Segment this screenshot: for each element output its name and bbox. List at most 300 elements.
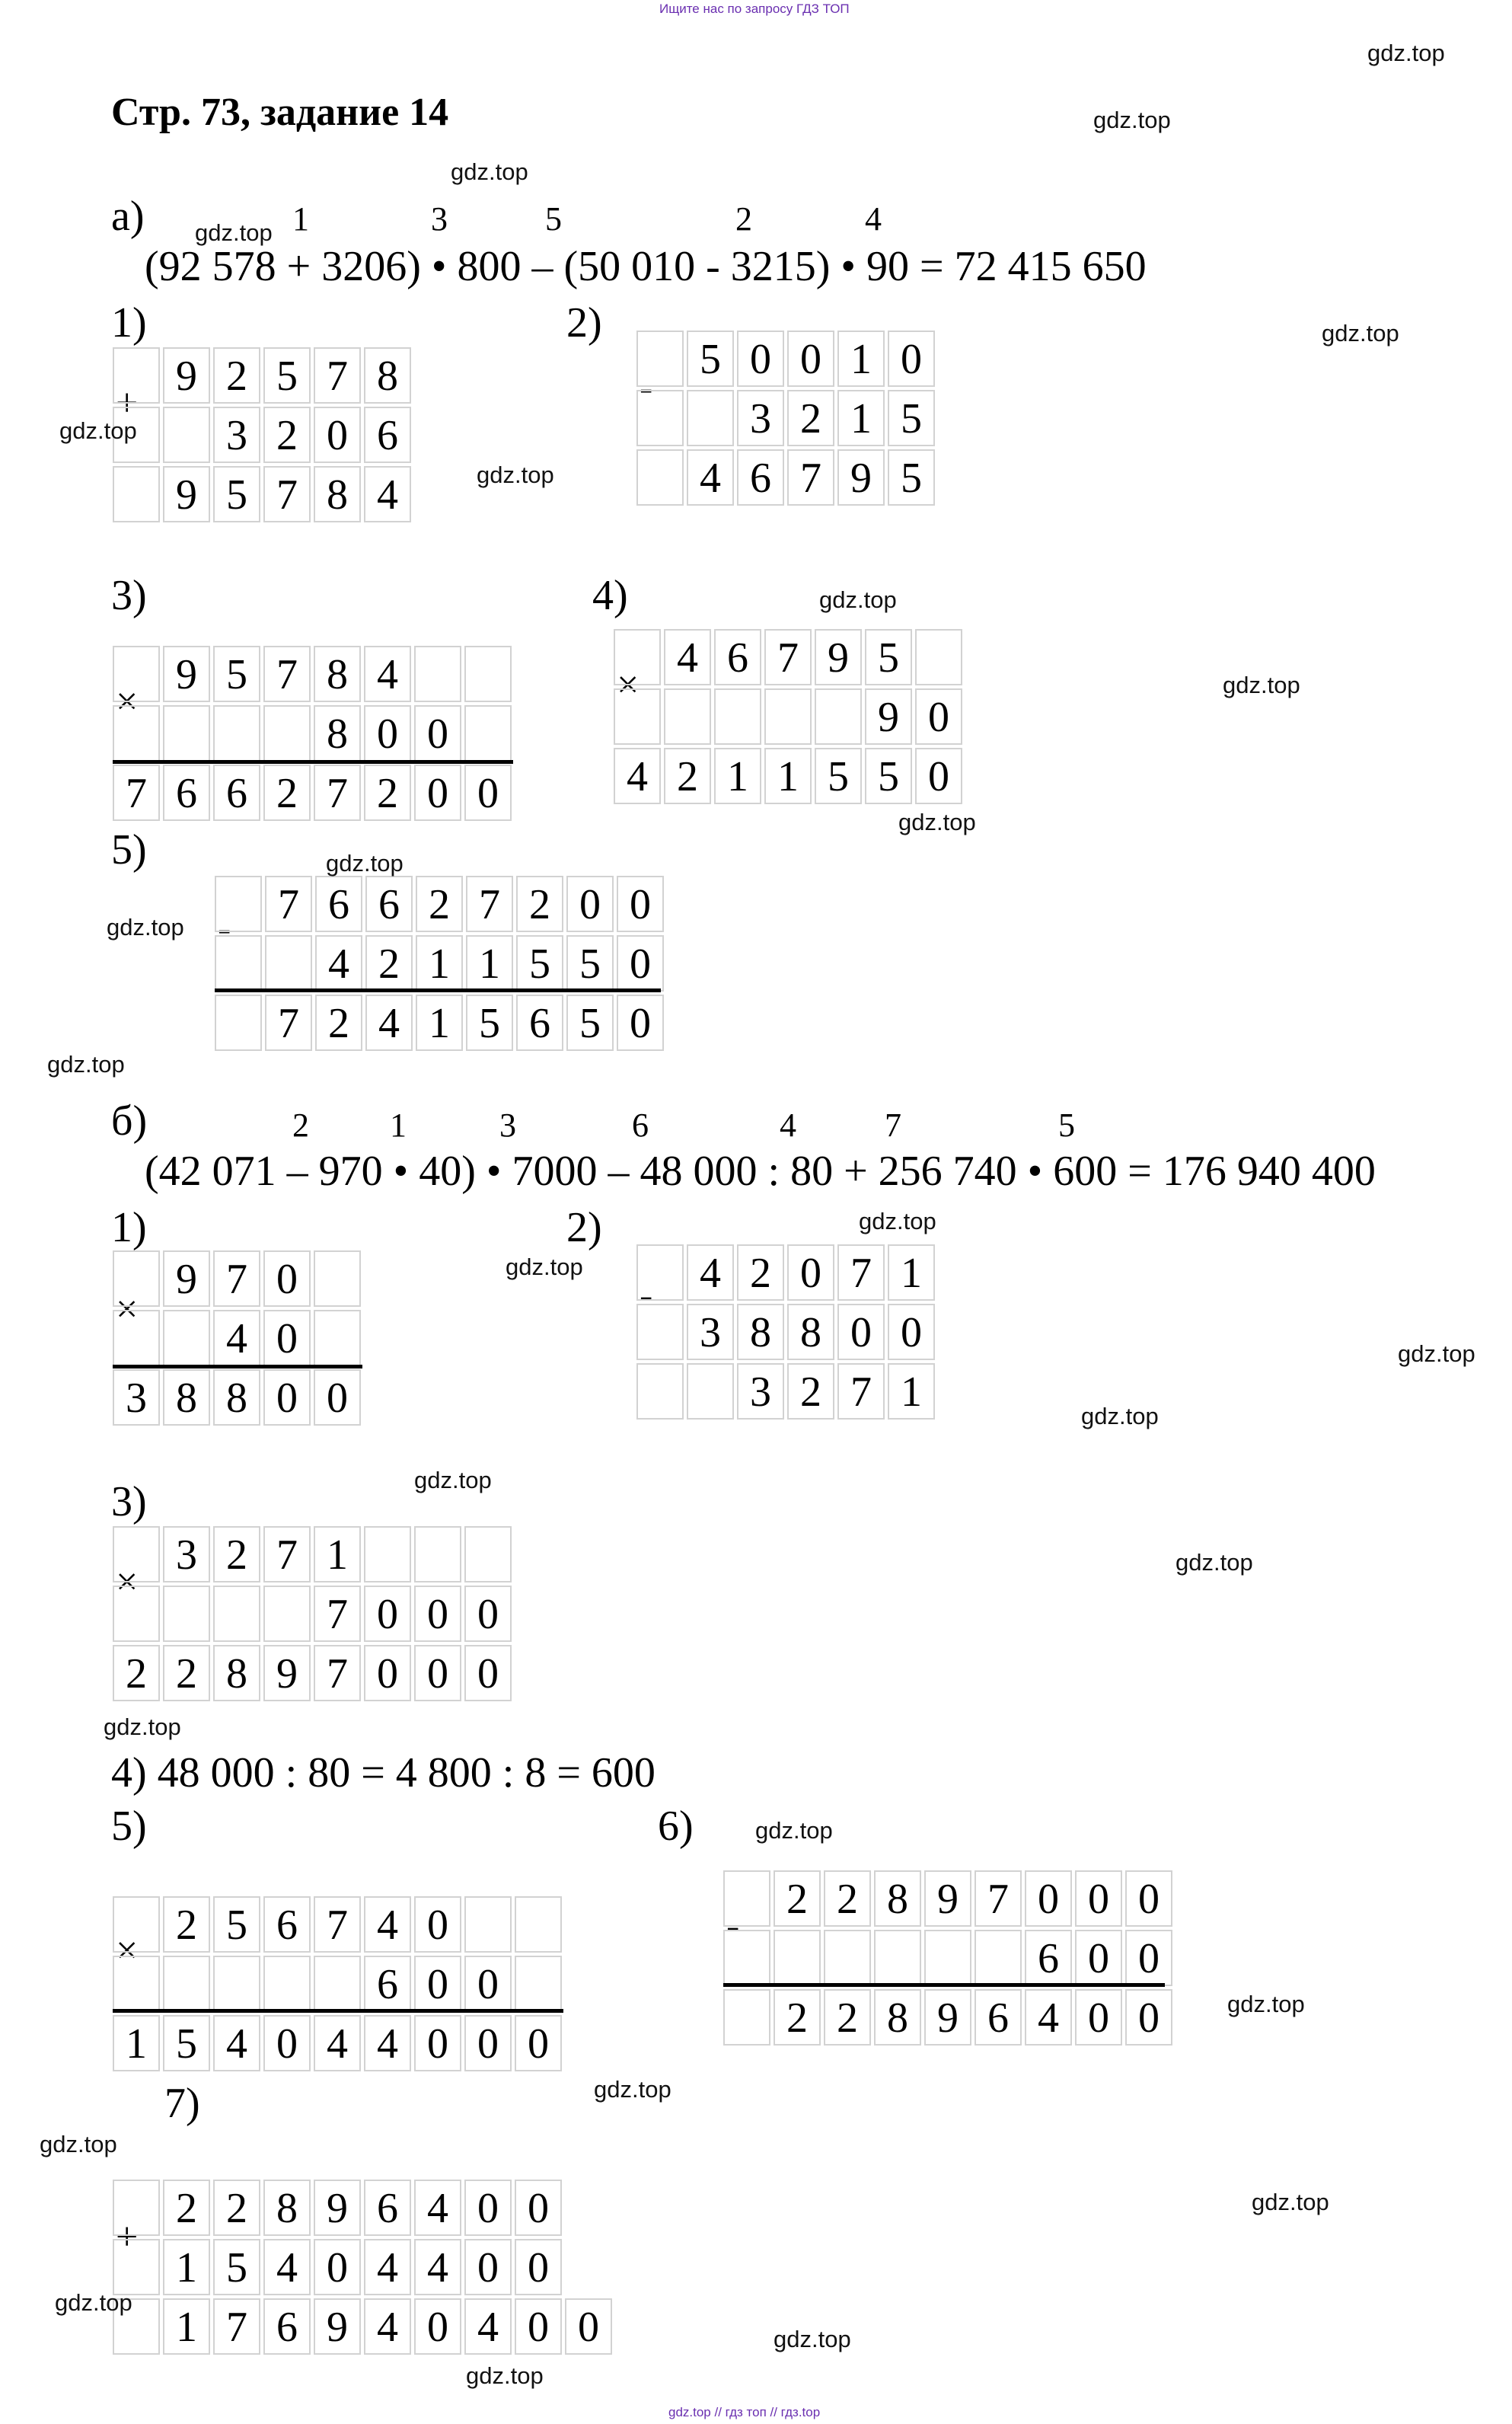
grid-cell (213, 705, 260, 762)
watermark: gdz.top (1367, 40, 1445, 66)
grid-cell (314, 1956, 361, 2012)
step-label: 2) (566, 299, 602, 347)
grid-cell: 2 (416, 876, 463, 932)
grid-cell: 8 (263, 2180, 311, 2236)
grid-cell: 4 (365, 995, 413, 1051)
multiply-sign: × (617, 663, 640, 707)
grid-cell: 0 (414, 1645, 461, 1701)
grid-cell (614, 688, 661, 745)
grid-cell: 6 (364, 2180, 411, 2236)
grid-cell: 9 (163, 646, 210, 702)
watermark: gdz.top (1081, 1403, 1159, 1429)
grid-cell (723, 1870, 770, 1927)
grid-cell: 1 (714, 748, 761, 804)
grid-cell: 1 (837, 331, 885, 387)
watermark: gdz.top (477, 461, 554, 488)
grid-cell: 7 (314, 1645, 361, 1701)
watermark: gdz.top (414, 1467, 492, 1493)
footer-links[interactable]: gdz.top // гдз топ // гдз.top (668, 2405, 821, 2419)
grid-cell: 6 (364, 1956, 411, 2012)
grid-cell: 2 (737, 1244, 784, 1301)
grid-cell (464, 705, 512, 762)
grid-cell: 6 (263, 1896, 311, 1953)
step-label: 5) (111, 1803, 147, 1850)
grid-cell: 4 (414, 2239, 461, 2295)
grid-cell (915, 629, 962, 685)
grid-cell: 1 (416, 935, 463, 992)
grid-cell: 7 (975, 1870, 1022, 1927)
grid-cell: 4 (364, 646, 411, 702)
grid-cell: 6 (364, 407, 411, 463)
order-number: 5 (1058, 1107, 1075, 1144)
grid-cell (614, 629, 661, 685)
grid-cell: 6 (1025, 1930, 1072, 1986)
grid-cell (975, 1930, 1022, 1986)
grid-cell (113, 705, 160, 762)
grid-cell: 4 (364, 2298, 411, 2355)
grid-cell: 5 (263, 347, 311, 404)
grid-cell: 5 (213, 466, 260, 522)
grid-cell: 4 (213, 2015, 260, 2071)
grid-cell (515, 1896, 562, 1953)
order-number: 4 (865, 200, 882, 238)
watermark: gdz.top (755, 1817, 833, 1844)
grid-cell: 5 (566, 935, 614, 992)
watermark: gdz.top (466, 2362, 544, 2389)
step-4-text: 4) 48 000 : 80 = 4 800 : 8 = 600 (111, 1749, 656, 1796)
column-multiplication-grid (614, 629, 965, 807)
watermark: gdz.top (1398, 1340, 1475, 1367)
grid-cell: 0 (888, 331, 935, 387)
grid-cell: 0 (515, 2015, 562, 2071)
grid-cell: 3 (163, 1526, 210, 1582)
step-label: 2) (566, 1204, 602, 1251)
step-label: 6) (658, 1803, 694, 1850)
grid-cell: 9 (263, 1645, 311, 1701)
grid-cell: 1 (113, 2015, 160, 2071)
plus-sign: + (116, 2215, 139, 2259)
grid-cell: 8 (213, 1369, 260, 1426)
grid-cell: 4 (364, 2015, 411, 2071)
grid-cell: 8 (213, 1645, 260, 1701)
grid-cell (113, 646, 160, 702)
grid-cell: 6 (737, 449, 784, 506)
grid-cell: 1 (764, 748, 812, 804)
step-label: 3) (111, 1478, 147, 1525)
column-subtraction-grid (636, 1244, 938, 1423)
result-line (723, 1983, 1165, 1987)
grid-cell (263, 1956, 311, 2012)
grid-cell (113, 1896, 160, 1953)
grid-cell: 6 (975, 1989, 1022, 2046)
grid-cell: 9 (314, 2298, 361, 2355)
grid-cell: 4 (1025, 1989, 1072, 2046)
watermark: gdz.top (819, 586, 897, 613)
grid-cell: 8 (737, 1304, 784, 1360)
grid-cell: 9 (865, 688, 912, 745)
grid-cell (113, 1526, 160, 1582)
grid-cell: 1 (888, 1363, 935, 1420)
grid-cell: 0 (464, 1645, 512, 1701)
grid-cell: 0 (1125, 1870, 1172, 1927)
grid-cell: 2 (774, 1989, 821, 2046)
grid-cell: 8 (364, 347, 411, 404)
grid-cell: 2 (787, 390, 834, 446)
grid-cell: 4 (263, 2239, 311, 2295)
grid-cell: 5 (163, 2015, 210, 2071)
grid-cell: 2 (516, 876, 563, 932)
watermark: gdz.top (1227, 1991, 1305, 2017)
order-number: 1 (390, 1107, 407, 1144)
grid-cell: 8 (787, 1304, 834, 1360)
grid-cell: 0 (1075, 1870, 1122, 1927)
result-line (113, 2009, 563, 2013)
grid-cell: 5 (865, 748, 912, 804)
step-label: 1) (111, 1204, 147, 1251)
grid-cell: 4 (364, 466, 411, 522)
watermark: gdz.top (774, 2326, 851, 2352)
grid-cell (414, 1526, 461, 1582)
grid-cell (113, 2239, 160, 2295)
grid-cell (213, 1586, 260, 1642)
grid-cell: 9 (837, 449, 885, 506)
grid-cell: 0 (464, 765, 512, 821)
grid-cell: 5 (888, 449, 935, 506)
result-line (113, 760, 513, 764)
grid-cell: 4 (414, 2180, 461, 2236)
grid-cell: 2 (315, 995, 362, 1051)
grid-cell: 0 (915, 748, 962, 804)
grid-cell: 5 (566, 995, 614, 1051)
grid-cell: 5 (466, 995, 513, 1051)
grid-cell: 0 (263, 2015, 311, 2071)
grid-cell (163, 407, 210, 463)
multiply-sign: × (116, 1288, 139, 1331)
grid-cell (314, 1310, 361, 1366)
grid-cell: 0 (888, 1304, 935, 1360)
grid-cell (265, 935, 312, 992)
grid-cell: 0 (364, 1586, 411, 1642)
grid-cell (263, 1586, 311, 1642)
column-subtraction-grid (636, 331, 938, 509)
grid-cell: 2 (263, 765, 311, 821)
grid-cell: 9 (815, 629, 862, 685)
minus-sign: - (726, 1905, 740, 1948)
grid-cell: 8 (163, 1369, 210, 1426)
grid-cell: 0 (464, 1956, 512, 2012)
grid-cell: 0 (364, 705, 411, 762)
grid-cell (636, 1304, 684, 1360)
watermark: gdz.top (1252, 2189, 1329, 2215)
grid-cell: 4 (687, 449, 734, 506)
grid-cell (113, 2180, 160, 2236)
grid-cell: 0 (1125, 1930, 1172, 1986)
grid-cell: 0 (364, 1645, 411, 1701)
grid-cell (163, 705, 210, 762)
grid-cell: 5 (865, 629, 912, 685)
grid-cell (314, 1250, 361, 1307)
grid-cell: 2 (787, 1363, 834, 1420)
grid-cell: 0 (1025, 1870, 1072, 1927)
grid-cell: 5 (815, 748, 862, 804)
grid-cell (113, 1586, 160, 1642)
grid-cell: 0 (787, 331, 834, 387)
grid-cell: 7 (265, 995, 312, 1051)
grid-cell (163, 1956, 210, 2012)
grid-cell: 8 (874, 1989, 921, 2046)
grid-cell: 6 (163, 765, 210, 821)
grid-cell: 8 (314, 466, 361, 522)
grid-cell: 9 (163, 466, 210, 522)
grid-cell: 2 (213, 1526, 260, 1582)
grid-cell (113, 466, 160, 522)
grid-cell: 0 (414, 2015, 461, 2071)
column-addition-grid (113, 347, 414, 525)
grid-cell: 0 (263, 1250, 311, 1307)
grid-cell: 0 (263, 1369, 311, 1426)
grid-cell (113, 347, 160, 404)
minus-sign: - (640, 366, 653, 410)
grid-cell: 4 (314, 2015, 361, 2071)
watermark: gdz.top (506, 1254, 583, 1280)
grid-cell: 0 (617, 876, 664, 932)
grid-cell (924, 1930, 971, 1986)
grid-cell: 4 (464, 2298, 512, 2355)
grid-cell (714, 688, 761, 745)
grid-cell (215, 995, 262, 1051)
grid-cell: 0 (787, 1244, 834, 1301)
grid-cell: 7 (263, 466, 311, 522)
watermark: gdz.top (1175, 1549, 1253, 1576)
grid-cell: 8 (874, 1870, 921, 1927)
grid-cell: 5 (516, 935, 563, 992)
grid-cell: 0 (1075, 1989, 1122, 2046)
order-number: 3 (499, 1107, 516, 1144)
grid-cell: 3 (113, 1369, 160, 1426)
grid-cell: 9 (924, 1989, 971, 2046)
grid-cell: 0 (464, 1586, 512, 1642)
grid-cell (636, 390, 684, 446)
column-multiplication-grid (113, 646, 515, 824)
grid-cell (464, 1526, 512, 1582)
expression-a: (92 578 + 3206) • 800 – (50 010 - 3215) • 90 = 72 415 650 (145, 243, 1147, 290)
grid-cell: 4 (364, 1896, 411, 1953)
grid-cell: 3 (737, 390, 784, 446)
grid-cell (636, 1363, 684, 1420)
grid-cell: 0 (263, 1310, 311, 1366)
grid-cell: 2 (824, 1870, 871, 1927)
multiply-sign: × (116, 1560, 139, 1604)
grid-cell: 2 (664, 748, 711, 804)
grid-cell: 4 (213, 1310, 260, 1366)
watermark: gdz.top (859, 1208, 936, 1234)
watermark: gdz.top (594, 2076, 671, 2103)
multiply-sign: × (116, 1929, 139, 1972)
grid-cell: 9 (314, 2180, 361, 2236)
grid-cell: 4 (664, 629, 711, 685)
grid-cell: 2 (113, 1645, 160, 1701)
grid-cell (515, 1956, 562, 2012)
grid-cell: 0 (314, 1369, 361, 1426)
grid-cell: 3 (737, 1363, 784, 1420)
grid-cell: 0 (314, 407, 361, 463)
grid-cell: 7 (213, 1250, 260, 1307)
plus-sign: + (116, 382, 139, 425)
watermark: gdz.top (55, 2289, 132, 2316)
column-multiplication-grid (113, 1250, 364, 1429)
grid-cell (636, 331, 684, 387)
grid-cell: 0 (566, 876, 614, 932)
grid-cell: 0 (314, 2239, 361, 2295)
top-banner[interactable]: Ищите нас по запросу ГДЗ ТОП (659, 2, 850, 16)
grid-cell: 3 (213, 407, 260, 463)
grid-cell (464, 646, 512, 702)
grid-cell (723, 1930, 770, 1986)
grid-cell: 0 (515, 2239, 562, 2295)
grid-cell: 7 (314, 1896, 361, 1953)
grid-cell (464, 1896, 512, 1953)
grid-cell (723, 1989, 770, 2046)
grid-cell: 0 (464, 2180, 512, 2236)
part-b-label: б) (111, 1097, 148, 1145)
watermark: gdz.top (104, 1713, 181, 1740)
grid-cell: 2 (163, 1896, 210, 1953)
grid-cell: 5 (213, 1896, 260, 1953)
grid-cell: 0 (1075, 1930, 1122, 1986)
grid-cell: 0 (617, 995, 664, 1051)
column-subtraction-grid (723, 1870, 1175, 2049)
watermark: gdz.top (47, 1051, 125, 1078)
grid-cell (364, 1526, 411, 1582)
grid-cell: 6 (365, 876, 413, 932)
grid-cell: 9 (163, 1250, 210, 1307)
grid-cell: 0 (414, 1586, 461, 1642)
watermark: gdz.top (451, 158, 528, 185)
watermark: gdz.top (59, 417, 137, 444)
grid-cell: 0 (414, 1896, 461, 1953)
grid-cell: 7 (263, 1526, 311, 1582)
grid-cell: 0 (414, 705, 461, 762)
order-number: 2 (292, 1107, 309, 1144)
watermark: gdz.top (326, 850, 404, 877)
grid-cell: 1 (888, 1244, 935, 1301)
grid-cell (815, 688, 862, 745)
grid-cell (774, 1930, 821, 1986)
grid-cell: 0 (837, 1304, 885, 1360)
grid-cell: 0 (515, 2298, 562, 2355)
watermark: gdz.top (1322, 320, 1399, 347)
part-a-label: а) (111, 193, 145, 240)
grid-cell: 7 (837, 1363, 885, 1420)
grid-cell: 7 (265, 876, 312, 932)
grid-cell: 0 (414, 765, 461, 821)
grid-cell: 4 (315, 935, 362, 992)
watermark: gdz.top (1093, 107, 1171, 133)
grid-cell: 0 (414, 1956, 461, 2012)
grid-cell: 0 (464, 2239, 512, 2295)
grid-cell: 7 (263, 646, 311, 702)
watermark: gdz.top (898, 809, 976, 835)
grid-cell: 6 (315, 876, 362, 932)
grid-cell: 2 (364, 765, 411, 821)
order-number: 4 (780, 1107, 796, 1144)
order-number: 5 (545, 200, 562, 238)
grid-cell: 1 (163, 2298, 210, 2355)
grid-cell (636, 1244, 684, 1301)
grid-cell: 0 (1125, 1989, 1172, 2046)
grid-cell: 7 (213, 2298, 260, 2355)
result-line (215, 988, 661, 992)
grid-cell: 4 (614, 748, 661, 804)
grid-cell: 2 (213, 347, 260, 404)
order-number: 3 (431, 200, 448, 238)
grid-cell: 2 (774, 1870, 821, 1927)
column-multiplication-grid (113, 1526, 515, 1704)
grid-cell: 1 (466, 935, 513, 992)
grid-cell: 8 (314, 646, 361, 702)
grid-cell: 9 (163, 347, 210, 404)
grid-cell: 7 (113, 765, 160, 821)
order-number: 7 (885, 1107, 901, 1144)
grid-cell (215, 935, 262, 992)
grid-cell: 7 (837, 1244, 885, 1301)
watermark: gdz.top (195, 219, 273, 246)
grid-cell (636, 449, 684, 506)
step-label: 4) (592, 572, 628, 619)
grid-cell: 6 (714, 629, 761, 685)
order-number: 2 (735, 200, 752, 238)
expression-b: (42 071 – 970 • 40) • 7000 – 48 000 : 80 + 256 740 • 600 = 176 940 400 (145, 1148, 1376, 1195)
grid-cell: 7 (314, 1586, 361, 1642)
watermark: gdz.top (40, 2131, 117, 2157)
grid-cell (687, 390, 734, 446)
page-title: Стр. 73, задание 14 (111, 91, 449, 134)
grid-cell: 0 (515, 2180, 562, 2236)
step-label: 1) (111, 299, 147, 347)
column-addition-grid (113, 2180, 615, 2358)
grid-cell: 0 (737, 331, 784, 387)
grid-cell (874, 1930, 921, 1986)
grid-cell (824, 1930, 871, 1986)
step-label: 7) (164, 2080, 200, 2127)
grid-cell: 5 (687, 331, 734, 387)
grid-cell (215, 876, 262, 932)
grid-cell: 6 (516, 995, 563, 1051)
grid-cell (113, 1250, 160, 1307)
grid-cell (414, 646, 461, 702)
result-line (113, 1365, 362, 1368)
grid-cell: 2 (824, 1989, 871, 2046)
grid-cell: 6 (213, 765, 260, 821)
grid-cell (263, 705, 311, 762)
grid-cell: 7 (314, 347, 361, 404)
grid-cell: 2 (263, 407, 311, 463)
grid-cell (687, 1363, 734, 1420)
grid-cell: 9 (924, 1870, 971, 1927)
grid-cell: 5 (213, 646, 260, 702)
grid-cell: 1 (163, 2239, 210, 2295)
grid-cell: 4 (364, 2239, 411, 2295)
grid-cell (163, 1586, 210, 1642)
grid-cell: 5 (888, 390, 935, 446)
watermark: gdz.top (107, 914, 184, 941)
grid-cell: 7 (466, 876, 513, 932)
grid-cell: 0 (464, 2015, 512, 2071)
grid-cell: 5 (213, 2239, 260, 2295)
grid-cell (163, 1310, 210, 1366)
grid-cell: 7 (314, 765, 361, 821)
order-number: 1 (292, 200, 309, 238)
